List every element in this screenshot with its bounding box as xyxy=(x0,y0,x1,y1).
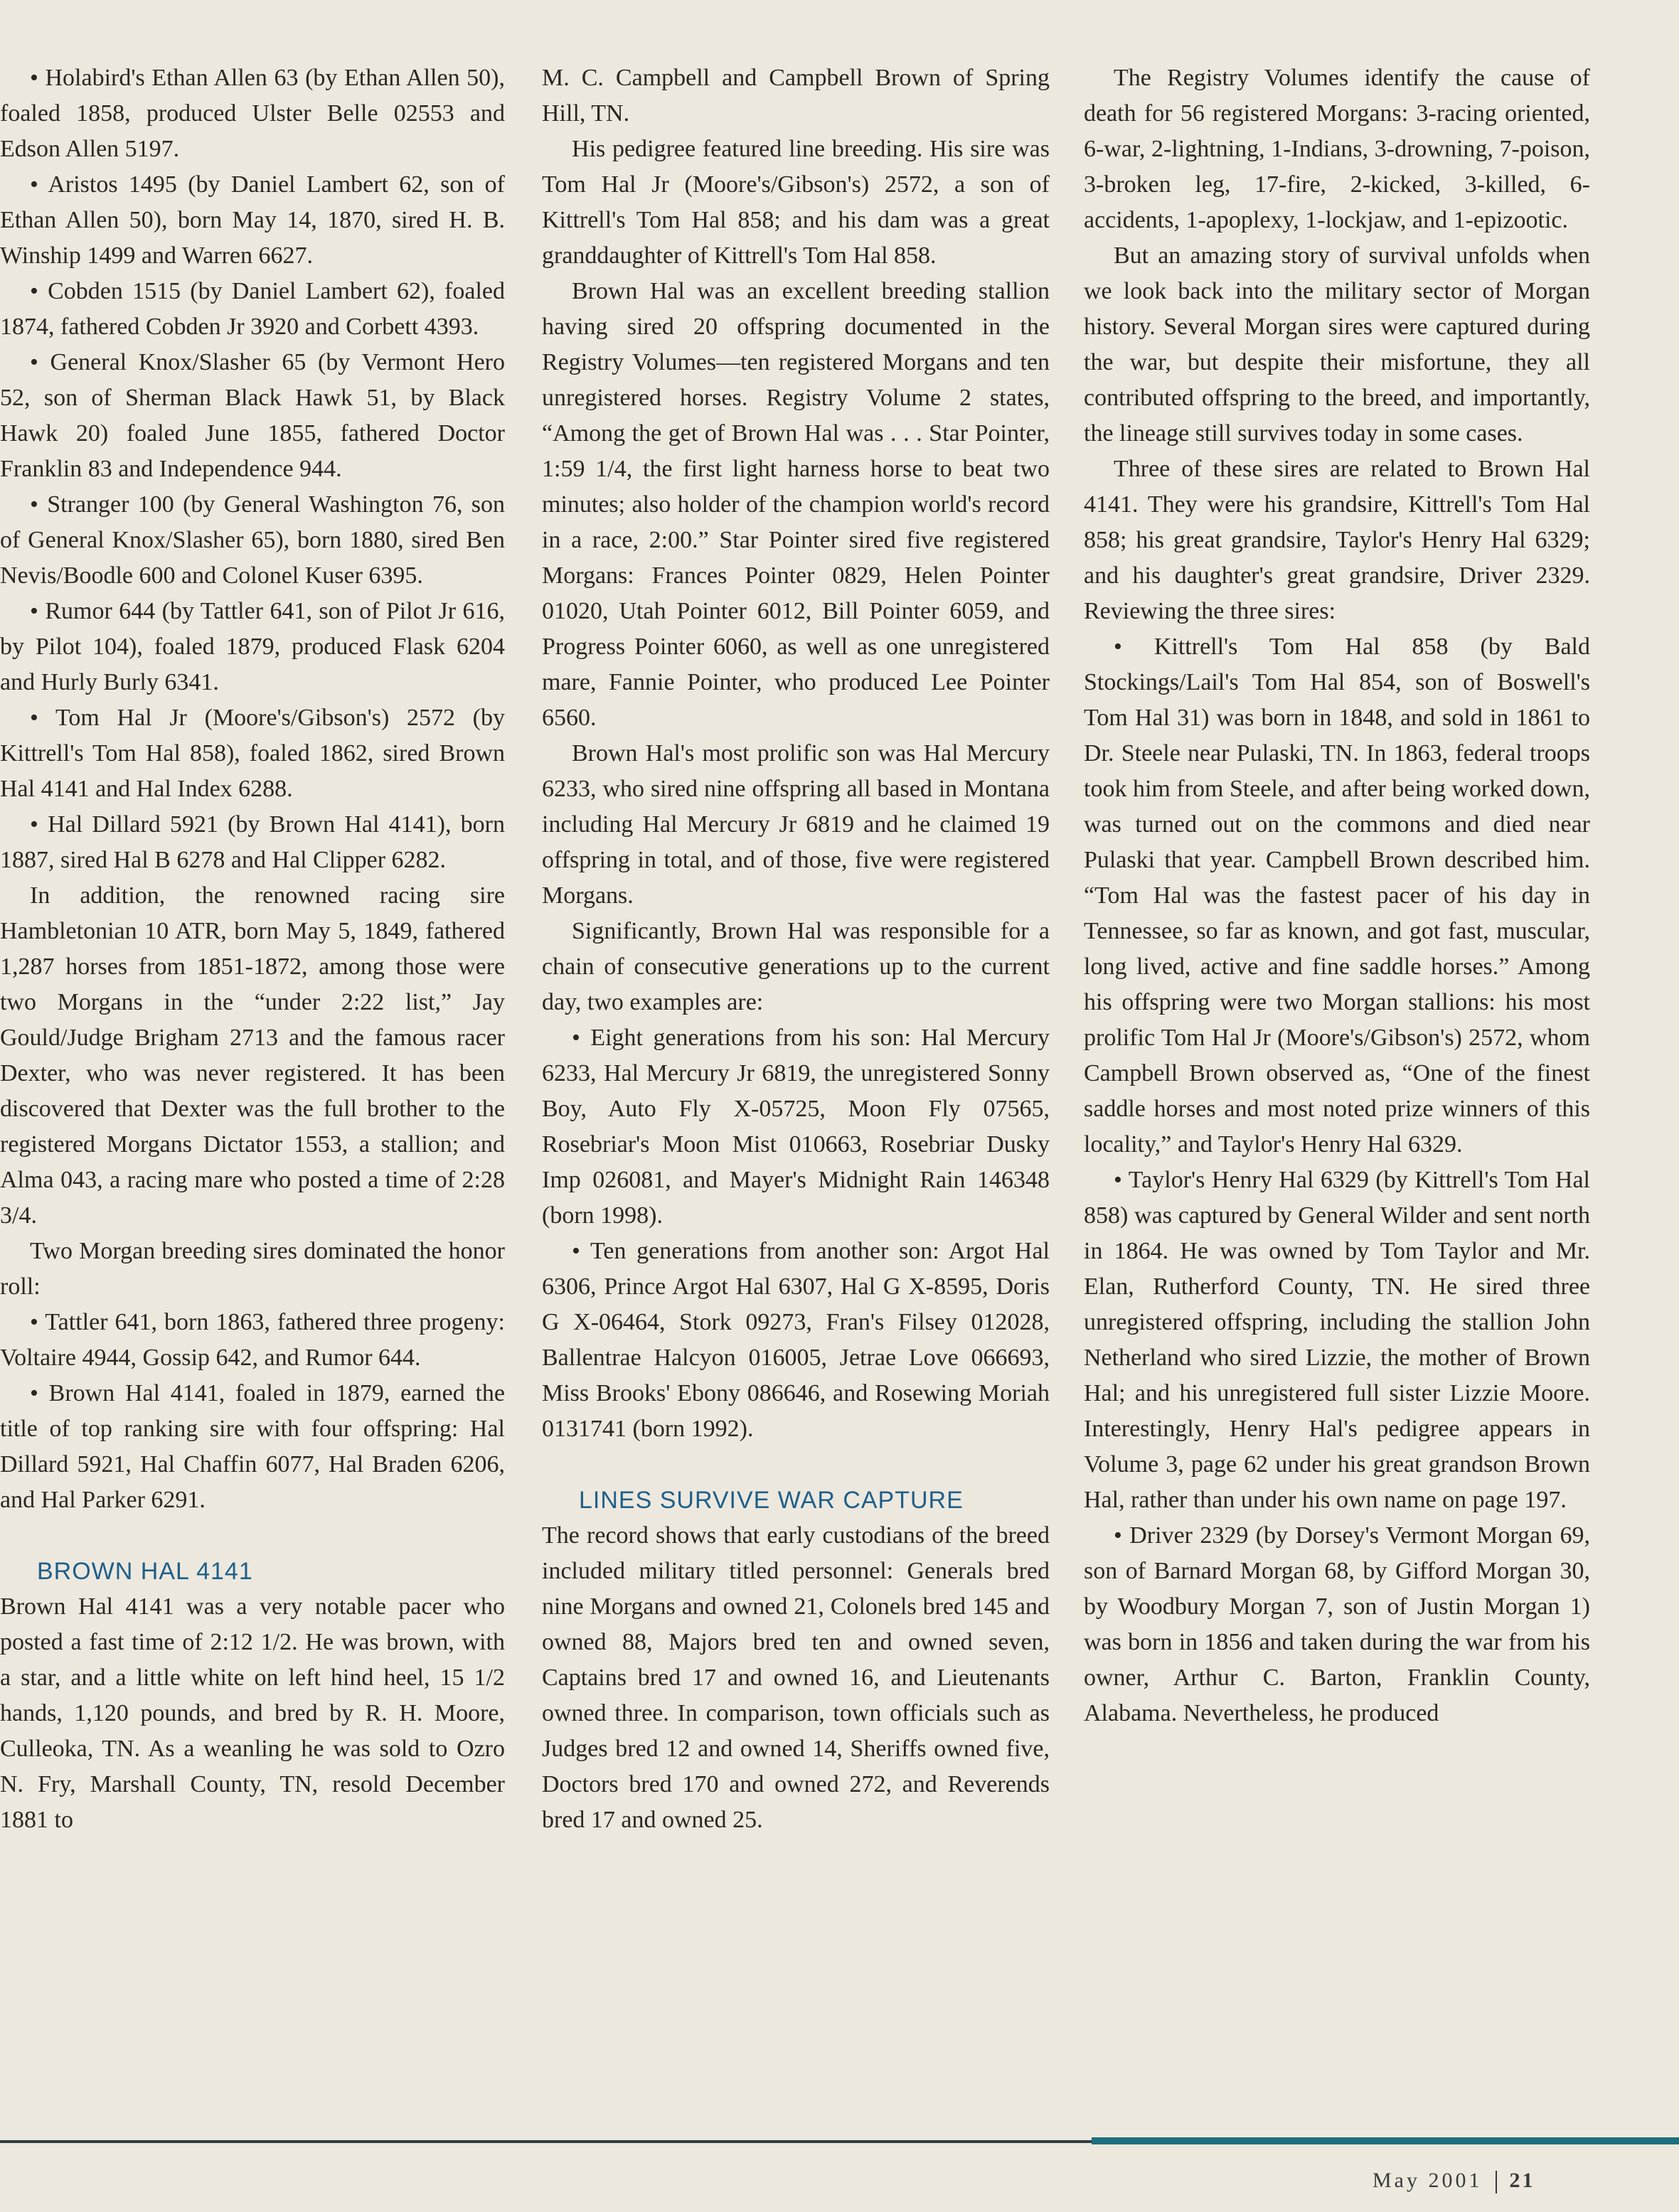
bullet-paragraph: • Stranger 100 (by General Washington 76, son of General Knox/Slasher 65), born 1880, sired Ben Nevis/Boodle 600 and Colonel Kuser 6395. xyxy=(0,491,505,589)
bullet-paragraph: • Ten generations from another son: Argot Hal 6306, Prince Argot Hal 6307, Hal G X-8595, Doris G X-06464, Stork 09273, Fran's Filsey 012028, Ballentrae Halcyon 016005, Jetrae Love 066693, Miss Brooks' Ebony 086646, and Rosewing Moriah 0131741 (born 1992). xyxy=(542,1238,1050,1442)
bullet-paragraph: • Tom Hal Jr (Moore's/Gibson's) 2572 (by Kittrell's Tom Hal 858), foaled 1862, sired Brown Hal 4141 and Hal Index 6288. xyxy=(0,705,505,802)
bullet-paragraph: • Hal Dillard 5921 (by Brown Hal 4141), born 1887, sired Hal B 6278 and Hal Clipper 6282. xyxy=(0,811,505,873)
body-paragraph: But an amazing story of survival unfolds when we look back into the military sector of Morgan history. Several Morgan sires were captured during the war, but despite their misfortune, they all contributed offspring to the breed, and importantly, the lineage still survives today in some cases. xyxy=(1084,242,1590,447)
body-paragraph: In addition, the renowned racing sire Hambletonian 10 ATR, born May 5, 1849, fathered 1,287 horses from 1851-1872, among those were two Morgans in the “under 2:22 list,” Jay Gould/Judge Brigham 2713 and the famous racer Dexter, who was never registered. It has been discovered that Dexter was the full brother to the registered Morgans Dictator 1553, a stallion; and Alma 043, a racing mare who posted a time of 2:28 3/4. xyxy=(0,882,505,1229)
body-paragraph: Significantly, Brown Hal was responsible for a chain of consecutive generations up to the current day, two examples are: xyxy=(542,918,1050,1015)
bullet-paragraph: • Brown Hal 4141, foaled in 1879, earned the title of top ranking sire with four offspring: Hal Dillard 5921, Hal Chaffin 6077, Hal Braden 6206, and Hal Parker 6291. xyxy=(0,1380,505,1513)
body-paragraph: The record shows that early custodians of the breed included military titled personnel: Generals bred nine Morgans and owned 21, Colonels bred 145 and owned 88, Majors bred ten and owned seven, Captains bred 17 and owned 16, and Lieutenants owned three. In comparison, town officials such as Judges bred 12 and owned 14, Sheriffs owned five, Doctors bred 170 and owned 272, and Reverends bred 17 and owned 25. xyxy=(542,1522,1050,1833)
body-paragraph: Brown Hal was an excellent breeding stallion having sired 20 offspring documented in the Registry Volumes—ten registered Morgans and ten unregistered horses. Registry Volume 2 states, “Among the get of Brown Hal was . . . Star Pointer, 1:59 1/4, the first light harness horse to beat two minutes; also holder of the champion world's record in a race, 2:00.” Star Pointer sired five registered Morgans: Frances Pointer 0829, Helen Pointer 01020, Utah Pointer 6012, Bill Pointer 6059, and Progress Pointer 6060, as well as one unregistered mare, Fannie Pointer, who produced Lee Pointer 6560. xyxy=(542,278,1050,731)
body-paragraph: Three of these sires are related to Brown Hal 4141. They were his grandsire, Kittrell's Tom Hal 858; his great grandsire, Taylor's Henry Hal 6329; and his daughter's great grandsire, Driver 2329. Reviewing the three sires: xyxy=(1084,456,1590,624)
page-footer xyxy=(1372,2169,1535,2194)
bullet-paragraph: • Kittrell's Tom Hal 858 (by Bald Stockings/Lail's Tom Hal 854, son of Boswell's Tom Hal 31) was born in 1848, and sold in 1861 to Dr. Steele near Pulaski, TN. In 1863, federal troops took him from Steele, and after being worked down, was turned out on the commons and died near Pulaski that year. Campbell Brown described him. “Tom Hal was the fastest pacer of his day in Tennessee, so far as known, and got fast, muscular, long lived, active and fine saddle horses.” Among his offspring were two Morgan stallions: his most prolific Tom Hal Jr (Moore's/Gibson's) 2572, whom Campbell Brown observed as, “One of the finest saddle horses and most noted prize winners of this locality,” and Taylor's Henry Hal 6329. xyxy=(1084,634,1590,1158)
section-heading-brown-hal: BROWN HAL 4141 xyxy=(37,1558,253,1585)
section-heading-war-capture: LINES SURVIVE WAR CAPTURE xyxy=(579,1487,964,1514)
body-paragraph: Brown Hal's most prolific son was Hal Mercury 6233, who sired nine offspring all based in Montana including Hal Mercury Jr 6819 and he claimed 19 offspring in total, and of those, five were registered Morgans. xyxy=(542,740,1050,909)
bullet-paragraph: • Eight generations from his son: Hal Mercury 6233, Hal Mercury Jr 6819, the unregistered Sonny Boy, Auto Fly X-05725, Moon Fly 07565, Rosebriar's Moon Mist 010663, Rosebriar Dusky Imp 026081, and Mayer's Midnight Rain 146348 (born 1998). xyxy=(542,1025,1050,1229)
bullet-paragraph: • Driver 2329 (by Dorsey's Vermont Morgan 69, son of Barnard Morgan 68, by Gifford Morgan 30, by Woodbury Morgan 7, son of Justin Morgan 1) was born in 1856 and taken during the war from his owner, Arthur C. Barton, Franklin County, Alabama. Nevertheless, he produced xyxy=(1084,1522,1590,1726)
bullet-paragraph: • Cobden 1515 (by Daniel Lambert 62), foaled 1874, fathered Cobden Jr 3920 and Corbett 4393. xyxy=(0,278,505,340)
footer-accent-bar xyxy=(1092,2137,1679,2144)
issue-date: May 2001 xyxy=(1372,2169,1483,2192)
page-number: 21 xyxy=(1509,2169,1535,2192)
column-right xyxy=(1084,60,1590,1731)
body-paragraph: M. C. Campbell and Campbell Brown of Spring Hill, TN. xyxy=(542,65,1050,127)
bullet-paragraph: • Tattler 641, born 1863, fathered three progeny: Voltaire 4944, Gossip 642, and Rumor 644. xyxy=(0,1309,505,1371)
body-paragraph: The Registry Volumes identify the cause of death for 56 registered Morgans: 3-racing oriented, 6-war, 2-lightning, 1-Indians, 3-drowning, 7-poison, 3-broken leg, 17-fire, 2-kicked, 3-killed, 6-accidents, 1-apoplexy, 1-lockjaw, and 1-epizootic. xyxy=(1084,65,1590,233)
column-left xyxy=(0,60,505,1838)
bullet-paragraph: • General Knox/Slasher 65 (by Vermont Hero 52, son of Sherman Black Hawk 51, by Black Hawk 20) foaled June 1855, fathered Doctor Franklin 83 and Independence 944. xyxy=(0,349,505,482)
body-paragraph: Two Morgan breeding sires dominated the honor roll: xyxy=(0,1238,505,1300)
bullet-paragraph: • Aristos 1495 (by Daniel Lambert 62, son of Ethan Allen 50), born May 14, 1870, sired H. B. Winship 1499 and Warren 6627. xyxy=(0,171,505,269)
bullet-paragraph: • Holabird's Ethan Allen 63 (by Ethan Allen 50), foaled 1858, produced Ulster Belle 02553 and Edson Allen 5197. xyxy=(0,65,505,162)
footer-separator xyxy=(1496,2171,1497,2194)
body-paragraph: His pedigree featured line breeding. His sire was Tom Hal Jr (Moore's/Gibson's) 2572, a son of Kittrell's Tom Hal 858; and his dam was a great granddaughter of Kittrell's Tom Hal 858. xyxy=(542,136,1050,269)
bullet-paragraph: • Taylor's Henry Hal 6329 (by Kittrell's Tom Hal 858) was captured by General Wilder and sent north in 1864. He was owned by Tom Taylor and Mr. Elan, Rutherford County, TN. He sired three unregistered offspring, including the stallion John Netherland who sired Lizzie, the mother of Brown Hal; and his unregistered full sister Lizzie Moore. Interestingly, Henry Hal's pedigree appears in Volume 3, page 62 under his great grandson Brown Hal, rather than under his own name on page 197. xyxy=(1084,1167,1590,1513)
body-paragraph: Brown Hal 4141 was a very notable pacer who posted a fast time of 2:12 1/2. He was brown, with a star, and a little white on left hind heel, 15 1/2 hands, 1,120 pounds, and bred by R. H. Moore, Culleoka, TN. As a weanling he was sold to Ozro N. Fry, Marshall County, TN, resold December 1881 to xyxy=(0,1593,505,1833)
column-middle xyxy=(542,60,1050,1838)
bullet-paragraph: • Rumor 644 (by Tattler 641, son of Pilot Jr 616, by Pilot 104), foaled 1879, produced Flask 6204 and Hurly Burly 6341. xyxy=(0,598,505,695)
